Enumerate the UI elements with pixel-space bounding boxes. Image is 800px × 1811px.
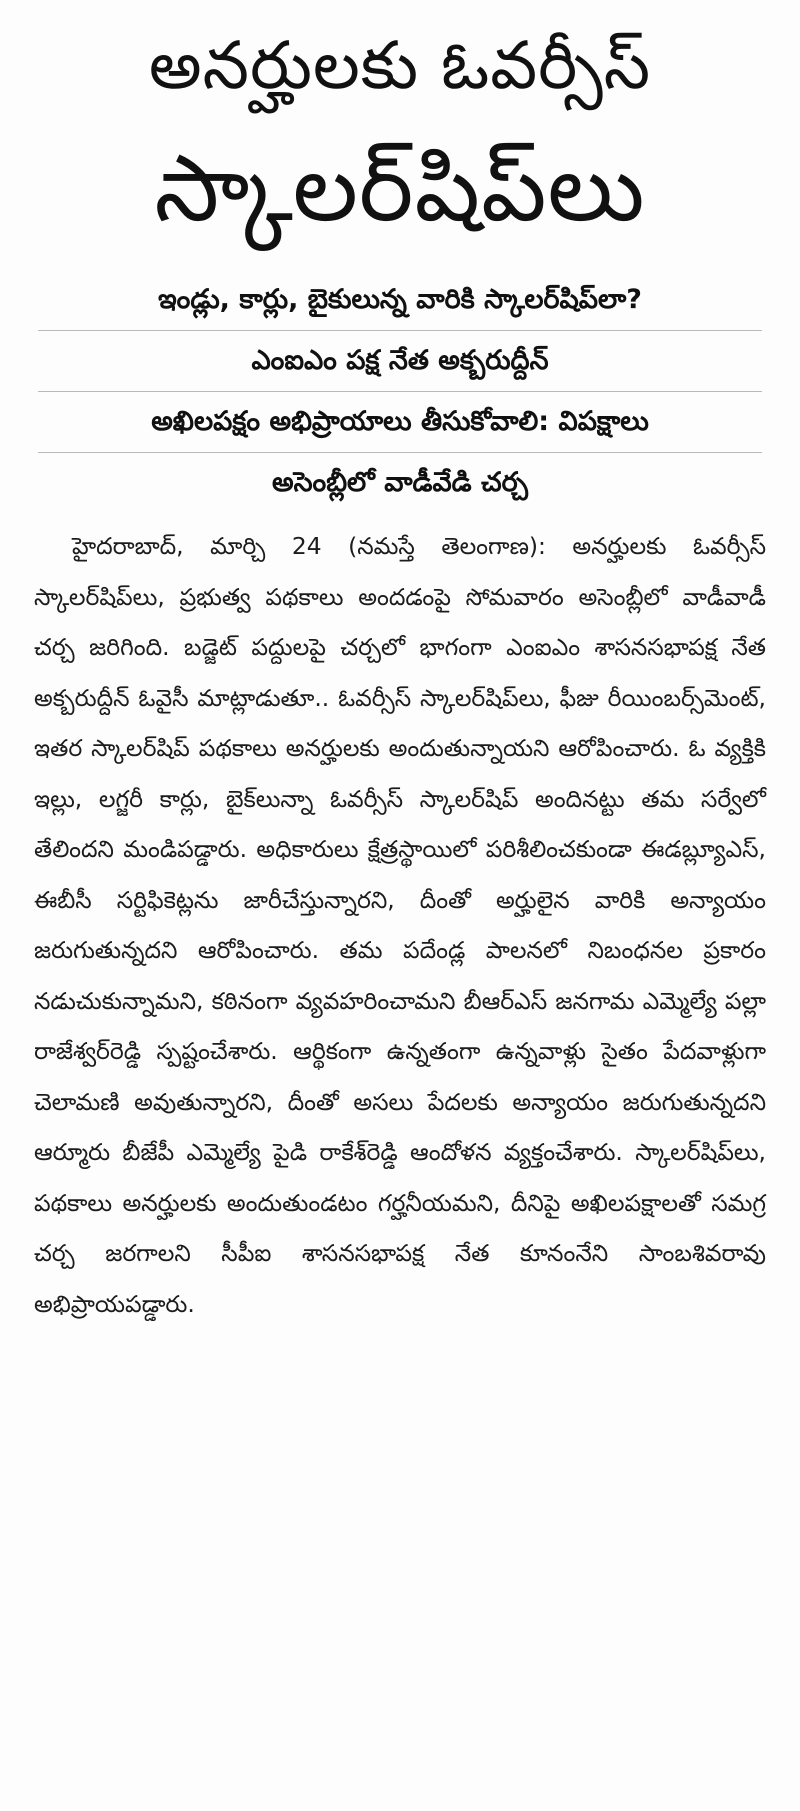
subhead-4: అసెంబ్లీలో వాడీవేడి చర్చ — [271, 467, 529, 498]
subhead-3: అఖిలపక్షం అభిప్రాయాలు తీసుకోవాలి: విపక్షాలు — [151, 406, 649, 437]
headline-line-1: అనర్హులకు ఓవర్సీస్ — [148, 27, 652, 104]
subhead-1: ఇండ్లు, కార్లు, బైకులున్న వారికి స్కాలర్‌షిప్‌లా? — [158, 284, 642, 315]
article-body — [34, 521, 766, 1329]
headline-line-2: స్కాలర్‌షిప్‌లు — [154, 135, 646, 242]
subheadings — [34, 270, 766, 513]
subhead-2: ఎంఐఎం పక్ష నేత అక్బరుద్దీన్ — [251, 345, 549, 376]
article-paragraph: హైదరాబాద్, మార్చి 24 (నమస్తే తెలంగాణ): అనర్హులకు ఓవర్సీస్ స్కాలర్‌షిప్‌లు, ప్రభుత్వ పథకాలు అందడంపై సోమవారం అసెంబ్లీలో వాడీవాడీ చర్చ జరిగింది. బడ్జెట్ పద్దులపై చర్చలో భాగంగా ఎంఐఎం శాసనసభాపక్ష నేత అక్బరుద్దీన్ ఓవైసీ మాట్లాడుతూ.. ఓవర్సీస్ స్కాలర్‌షిప్‌లు, ఫీజు రీయింబర్స్‌మెంట్, ఇతర స్కాలర్‌షిప్ పథకాలు అనర్హులకు అందుతున్నాయని ఆరోపించారు. ఓ వ్యక్తికి ఇల్లు, లగ్జరీ కార్లు, బైక్‌లున్నా ఓవర్సీస్ స్కాలర్‌షిప్ అందినట్టు తమ సర్వేలో తేలిందని మండిపడ్డారు. అధికారులు క్షేత్రస్థాయిలో పరిశీలించకుండా ఈడబ్ల్యూఎస్, ఈబీసీ సర్టిఫికెట్లను జారీచేస్తున్నారని, దీంతో అర్హులైన వారికి అన్యాయం జరుగుతున్నదని ఆరోపించారు. తమ పదేండ్ల పాలనలో నిబంధనల ప్రకారం నడుచుకున్నామని, కఠినంగా వ్యవహరించామని బీఆర్‌ఎస్ జనగామ ఎమ్మెల్యే పల్లా రాజేశ్వర్‌రెడ్డి స్పష్టంచేశారు. ఆర్థికంగా ఉన్నతంగా ఉన్నవాళ్లు సైతం పేదవాళ్లుగా చెలామణి అవుతున్నారని, దీంతో అసలు పేదలకు అన్యాయం జరుగుతున్నదని ఆర్మూరు బీజేపీ ఎమ్మెల్యే పైడి రాకేశ్‌రెడ్డి ఆందోళన వ్యక్తంచేశారు. స్కాలర్‌షిప్‌లు, పథకాలు అనర్హులకు అందుతుండటం గర్హనీయమని, దీనిపై అఖిలపక్షాలతో సమగ్ర చర్చ జరగాలని సీపీఐ శాసనసభాపక్ష నేత కూనంనేని సాంబశివరావు అభిప్రాయపడ్డారు. — [34, 532, 766, 1318]
